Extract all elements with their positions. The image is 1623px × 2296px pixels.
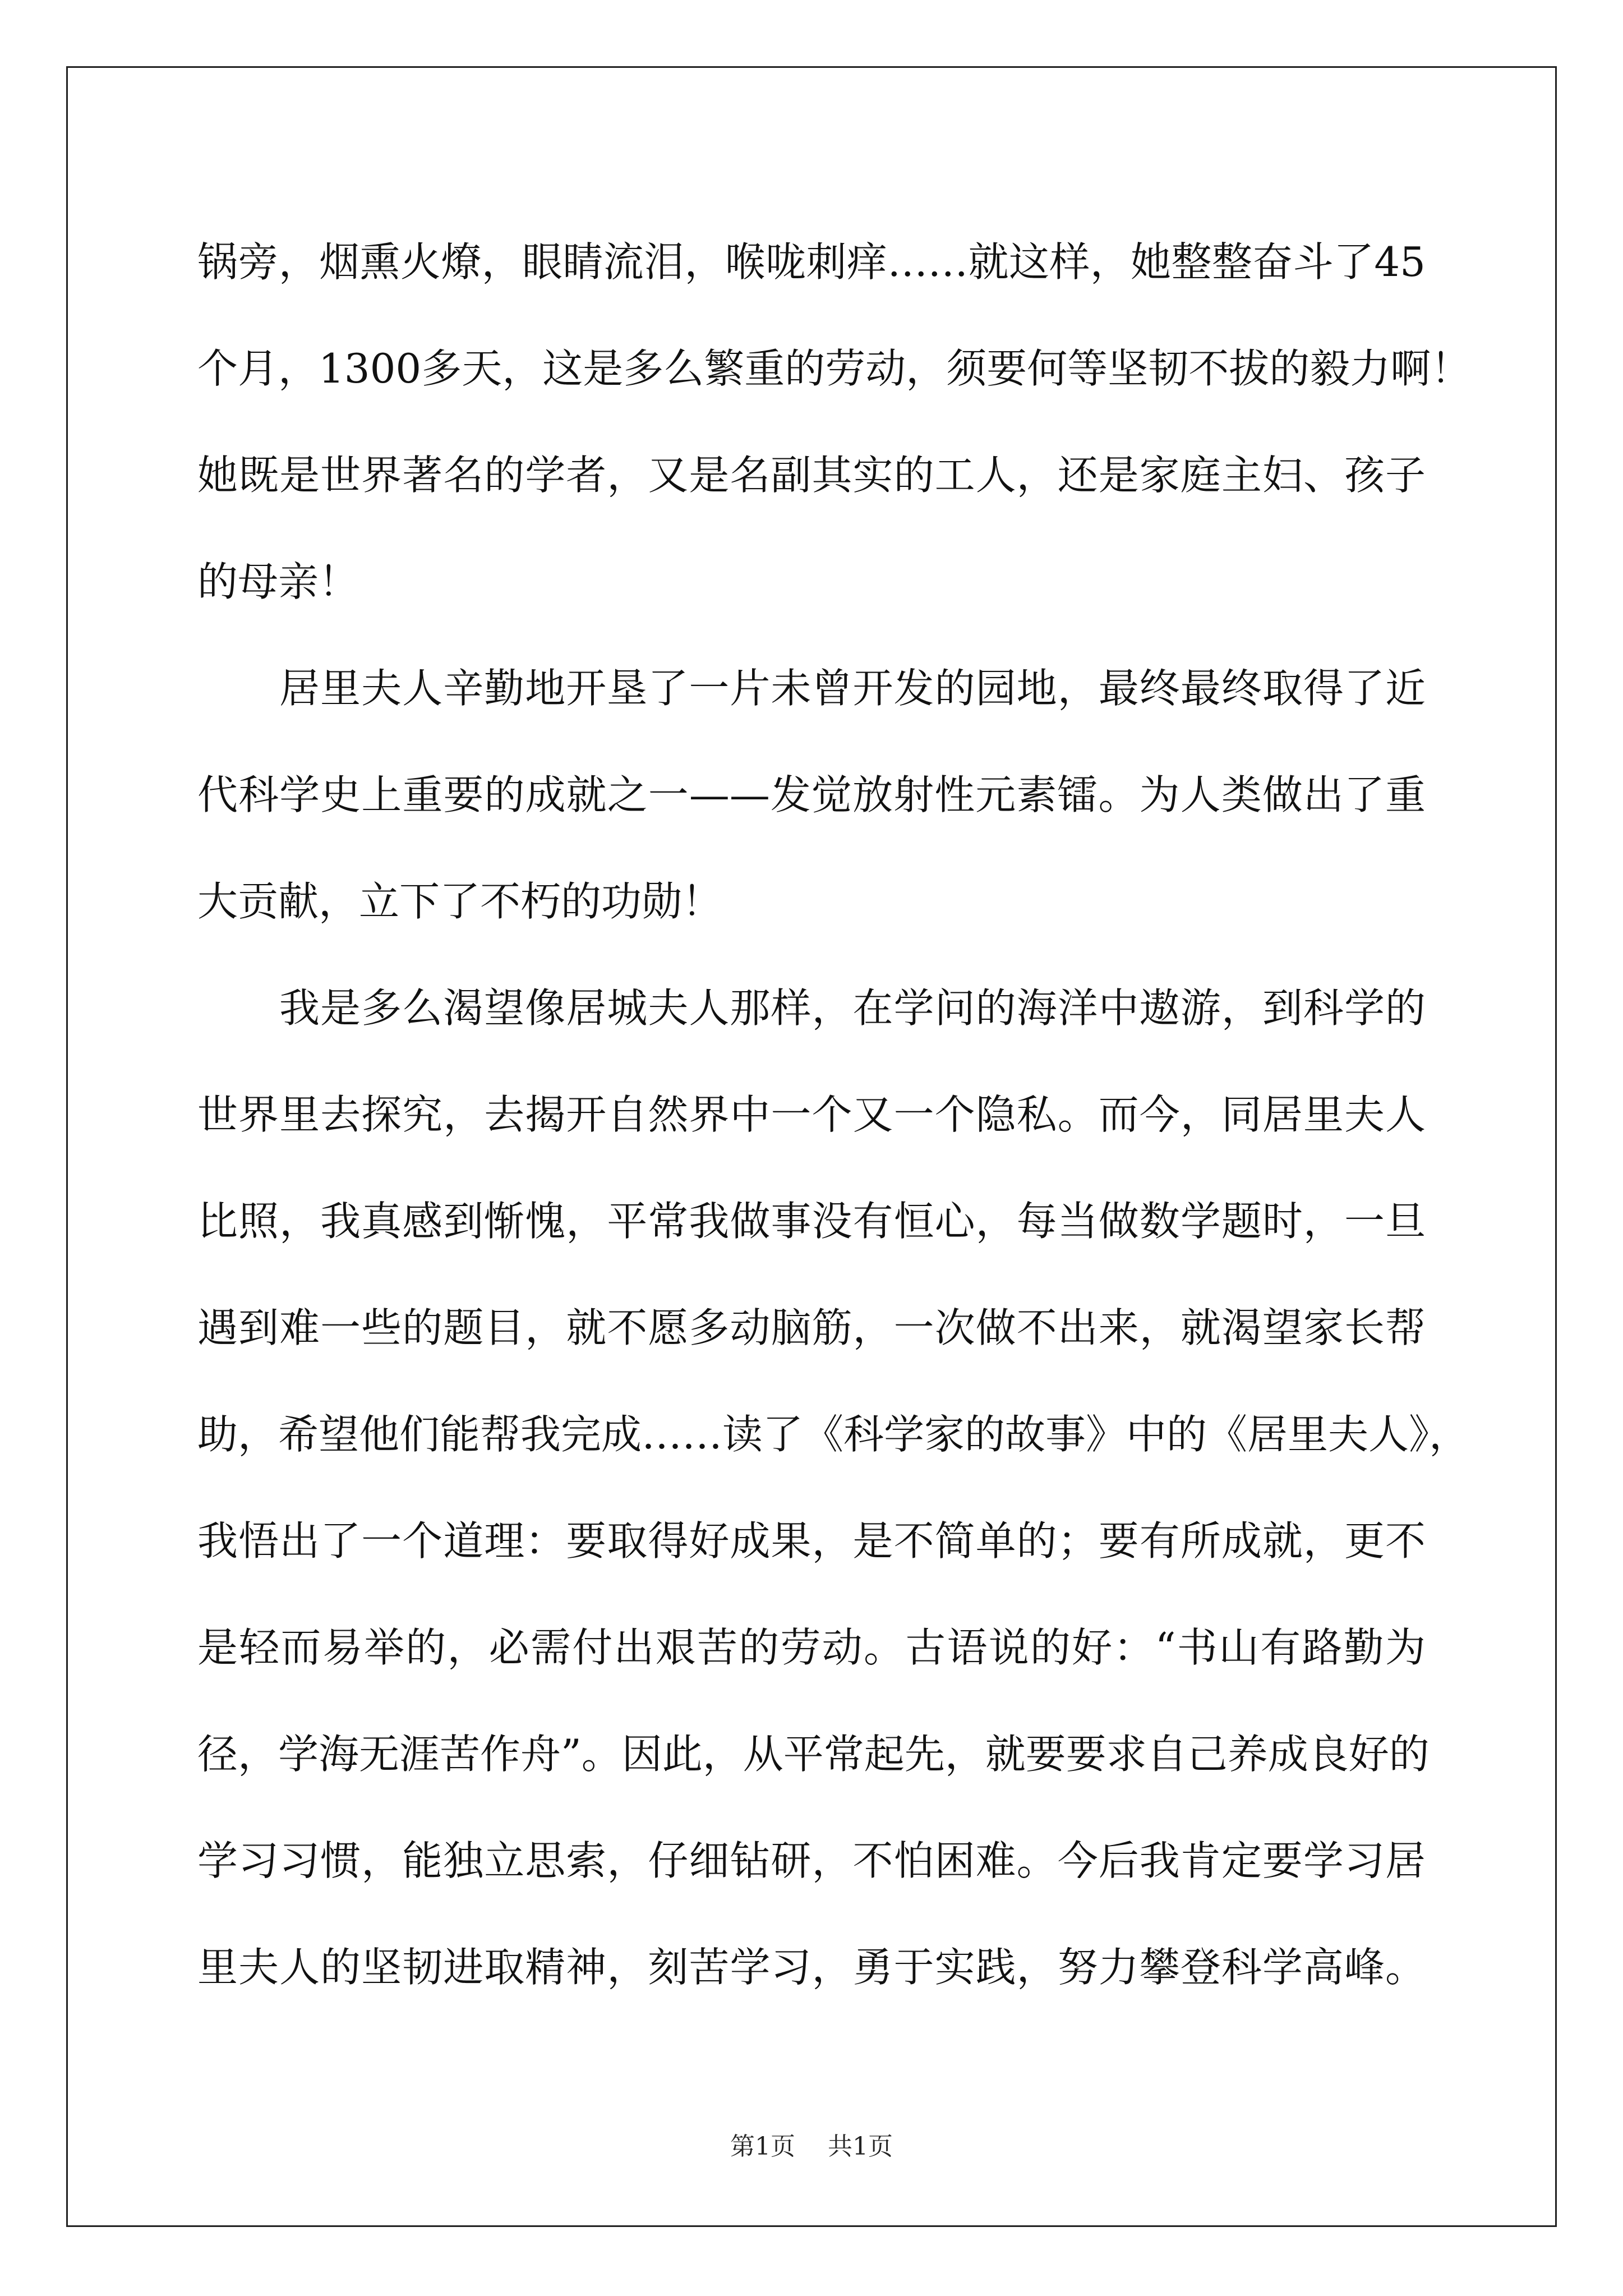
paragraph-2-line-3: 大贡献，立下了不朽的功勋！ — [197, 878, 723, 925]
paragraph-2-line-1: 居里夫人辛勤地开垦了一片未曾开发的园地，最终最终取得了近 — [279, 665, 1426, 712]
paragraph-3-line-6: 我悟出了一个道理：要取得好成果，是不简单的；要有所成就，更不 — [197, 1517, 1426, 1565]
paragraph-3-line-4: 遇到难一些的题目，就不愿多动脑筋，一次做不出来，就渴望家长帮 — [197, 1304, 1426, 1351]
paragraph-3-line-3: 比照，我真感到惭愧，平常我做事没有恒心，每当做数学题时，一旦 — [197, 1198, 1426, 1245]
page-number-current: 第1页 — [730, 2132, 795, 2161]
page-footer — [0, 2126, 1623, 2162]
paragraph-3-line-8: 径，学海无涯苦作舟”。因此，从平常起先，就要要求自己养成良好的 — [197, 1731, 1430, 1778]
paragraph-3-line-7: 是轻而易举的，必需付出艰苦的劳动。古语说的好：“书山有路勤为 — [197, 1624, 1426, 1671]
paragraph-3-line-5: 助，希望他们能帮我完成……读了《科学家的故事》中的《居里夫人》， — [197, 1411, 1470, 1458]
paragraph-1-line-1: 锅旁，烟熏火燎，眼睛流泪，喉咙刺痒……就这样，她整整奋斗了45 — [197, 238, 1426, 286]
paragraph-3-line-9: 学习习惯，能独立思索，仔细钻研，不怕困难。今后我肯定要学习居 — [197, 1837, 1426, 1884]
paragraph-3-line-10: 里夫人的坚韧进取精神，刻苦学习，勇于实践，努力攀登科学高峰。 — [197, 1944, 1426, 1991]
paragraph-1-line-3: 她既是世界著名的学者，又是名副其实的工人，还是家庭主妇、孩子 — [197, 452, 1426, 499]
paragraph-1-line-4: 的母亲！ — [197, 558, 359, 605]
paragraph-3-line-2: 世界里去探究，去揭开自然界中一个又一个隐私。而今，同居里夫人 — [197, 1091, 1426, 1138]
paragraph-2-line-2: 代科学史上重要的成就之一——发觉放射性元素镭。为人类做出了重 — [197, 771, 1426, 818]
paragraph-3-line-1: 我是多么渴望像居城夫人那样，在学问的海洋中遨游，到科学的 — [279, 984, 1426, 1032]
page-number-total: 共1页 — [828, 2132, 893, 2161]
paragraph-1-line-2: 个月，1300多天，这是多么繁重的劳动，须要何等坚韧不拔的毅力啊！ — [197, 345, 1472, 392]
document-body — [197, 209, 1472, 2021]
